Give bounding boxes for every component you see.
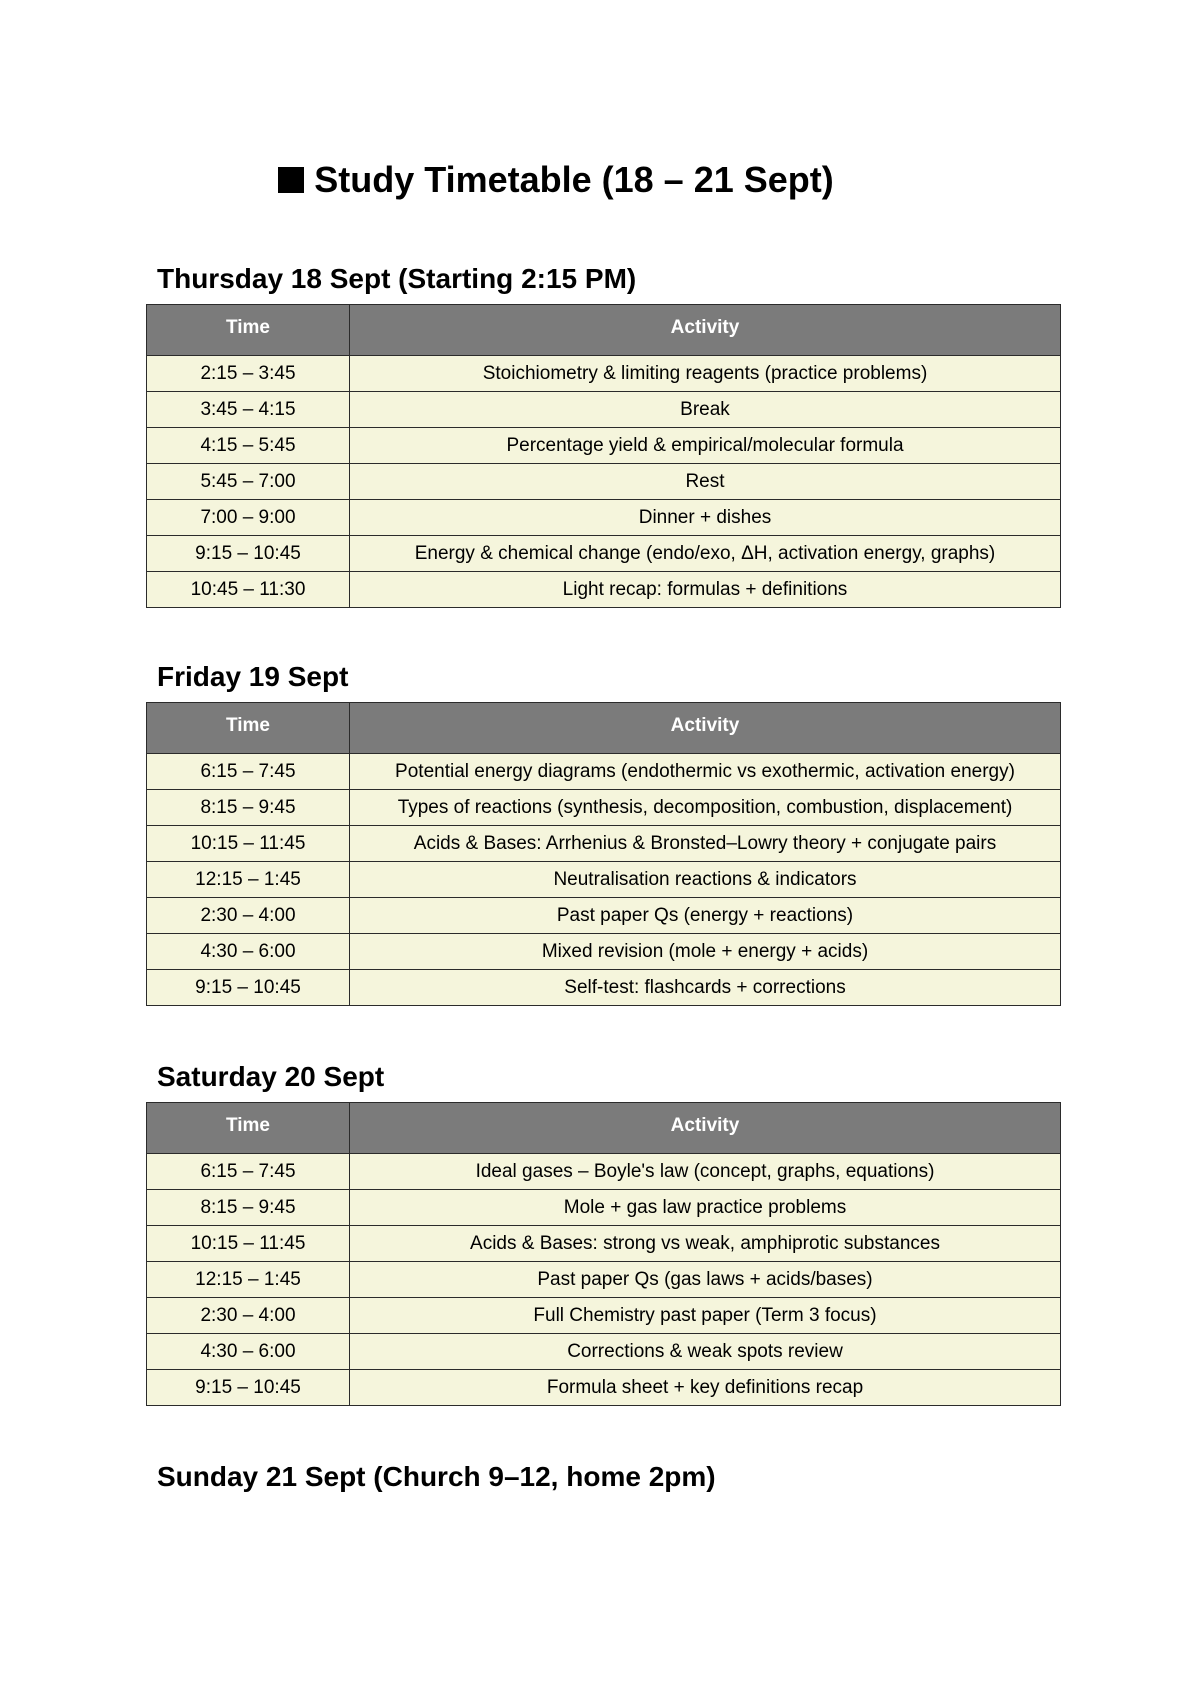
table-row <box>147 754 1061 790</box>
activity-cell: Neutralisation reactions & indicators <box>350 862 1061 898</box>
time-cell: 9:15 – 10:45 <box>147 970 350 1006</box>
time-cell: 8:15 – 9:45 <box>147 790 350 826</box>
table-header-row <box>147 703 1061 754</box>
table-row <box>147 428 1061 464</box>
day-section-saturday <box>146 1060 1060 1406</box>
time-cell: 9:15 – 10:45 <box>147 536 350 572</box>
table-row <box>147 464 1061 500</box>
time-cell: 2:30 – 4:00 <box>147 1298 350 1334</box>
time-cell: 12:15 – 1:45 <box>147 862 350 898</box>
activity-cell: Formula sheet + key definitions recap <box>350 1370 1061 1406</box>
time-cell: 2:30 – 4:00 <box>147 898 350 934</box>
activity-cell: Stoichiometry & limiting reagents (practice problems) <box>350 356 1061 392</box>
column-header-activity: Activity <box>350 1103 1061 1154</box>
activity-cell: Past paper Qs (gas laws + acids/bases) <box>350 1262 1061 1298</box>
column-header-time: Time <box>147 305 350 356</box>
time-cell: 5:45 – 7:00 <box>147 464 350 500</box>
time-cell: 10:15 – 11:45 <box>147 826 350 862</box>
page-title <box>0 158 1112 202</box>
page-title-text: Study Timetable (18 – 21 Sept) <box>314 159 834 200</box>
time-cell: 2:15 – 3:45 <box>147 356 350 392</box>
activity-cell: Corrections & weak spots review <box>350 1334 1061 1370</box>
day-section-friday <box>146 660 1060 1006</box>
table-row <box>147 356 1061 392</box>
table-row <box>147 826 1061 862</box>
table-row <box>147 1154 1061 1190</box>
column-header-time: Time <box>147 1103 350 1154</box>
table-row <box>147 1370 1061 1406</box>
day-section-sunday <box>146 1460 1060 1502</box>
table-row <box>147 790 1061 826</box>
activity-cell: Past paper Qs (energy + reactions) <box>350 898 1061 934</box>
column-header-activity: Activity <box>350 703 1061 754</box>
table-row <box>147 1190 1061 1226</box>
timetable-saturday <box>146 1102 1061 1406</box>
column-header-time: Time <box>147 703 350 754</box>
table-row <box>147 500 1061 536</box>
activity-cell: Potential energy diagrams (endothermic vs exothermic, activation energy) <box>350 754 1061 790</box>
day-heading: Sunday 21 Sept (Church 9–12, home 2pm) <box>157 1461 716 1492</box>
timetable-friday <box>146 702 1061 1006</box>
activity-cell: Mixed revision (mole + energy + acids) <box>350 934 1061 970</box>
activity-cell: Full Chemistry past paper (Term 3 focus) <box>350 1298 1061 1334</box>
time-cell: 4:30 – 6:00 <box>147 1334 350 1370</box>
time-cell: 7:00 – 9:00 <box>147 500 350 536</box>
day-heading: Thursday 18 Sept (Starting 2:15 PM) <box>157 263 637 294</box>
table-row <box>147 1262 1061 1298</box>
table-row <box>147 536 1061 572</box>
time-cell: 10:45 – 11:30 <box>147 572 350 608</box>
table-header-row <box>147 1103 1061 1154</box>
table-row <box>147 970 1061 1006</box>
activity-cell: Rest <box>350 464 1061 500</box>
time-cell: 9:15 – 10:45 <box>147 1370 350 1406</box>
column-header-activity: Activity <box>350 305 1061 356</box>
time-cell: 10:15 – 11:45 <box>147 1226 350 1262</box>
table-row <box>147 572 1061 608</box>
activity-cell: Ideal gases – Boyle's law (concept, graphs, equations) <box>350 1154 1061 1190</box>
time-cell: 4:15 – 5:45 <box>147 428 350 464</box>
time-cell: 6:15 – 7:45 <box>147 754 350 790</box>
day-heading: Friday 19 Sept <box>157 661 349 692</box>
table-row <box>147 392 1061 428</box>
table-row <box>147 1334 1061 1370</box>
time-cell: 4:30 – 6:00 <box>147 934 350 970</box>
activity-cell: Light recap: formulas + definitions <box>350 572 1061 608</box>
table-row <box>147 898 1061 934</box>
time-cell: 6:15 – 7:45 <box>147 1154 350 1190</box>
day-heading: Saturday 20 Sept <box>157 1061 385 1092</box>
activity-cell: Dinner + dishes <box>350 500 1061 536</box>
timetable-thursday <box>146 304 1061 608</box>
activity-cell: Self-test: flashcards + corrections <box>350 970 1061 1006</box>
activity-cell: Mole + gas law practice problems <box>350 1190 1061 1226</box>
activity-cell: Acids & Bases: strong vs weak, amphiprotic substances <box>350 1226 1061 1262</box>
black-square-icon <box>278 167 304 193</box>
table-header-row <box>147 305 1061 356</box>
day-section-thursday <box>146 262 1060 608</box>
activity-cell: Types of reactions (synthesis, decomposition, combustion, displacement) <box>350 790 1061 826</box>
table-row <box>147 1298 1061 1334</box>
table-row <box>147 934 1061 970</box>
table-row <box>147 862 1061 898</box>
time-cell: 3:45 – 4:15 <box>147 392 350 428</box>
activity-cell: Acids & Bases: Arrhenius & Bronsted–Lowry theory + conjugate pairs <box>350 826 1061 862</box>
time-cell: 12:15 – 1:45 <box>147 1262 350 1298</box>
time-cell: 8:15 – 9:45 <box>147 1190 350 1226</box>
activity-cell: Percentage yield & empirical/molecular formula <box>350 428 1061 464</box>
activity-cell: Energy & chemical change (endo/exo, ΔH, activation energy, graphs) <box>350 536 1061 572</box>
activity-cell: Break <box>350 392 1061 428</box>
table-row <box>147 1226 1061 1262</box>
